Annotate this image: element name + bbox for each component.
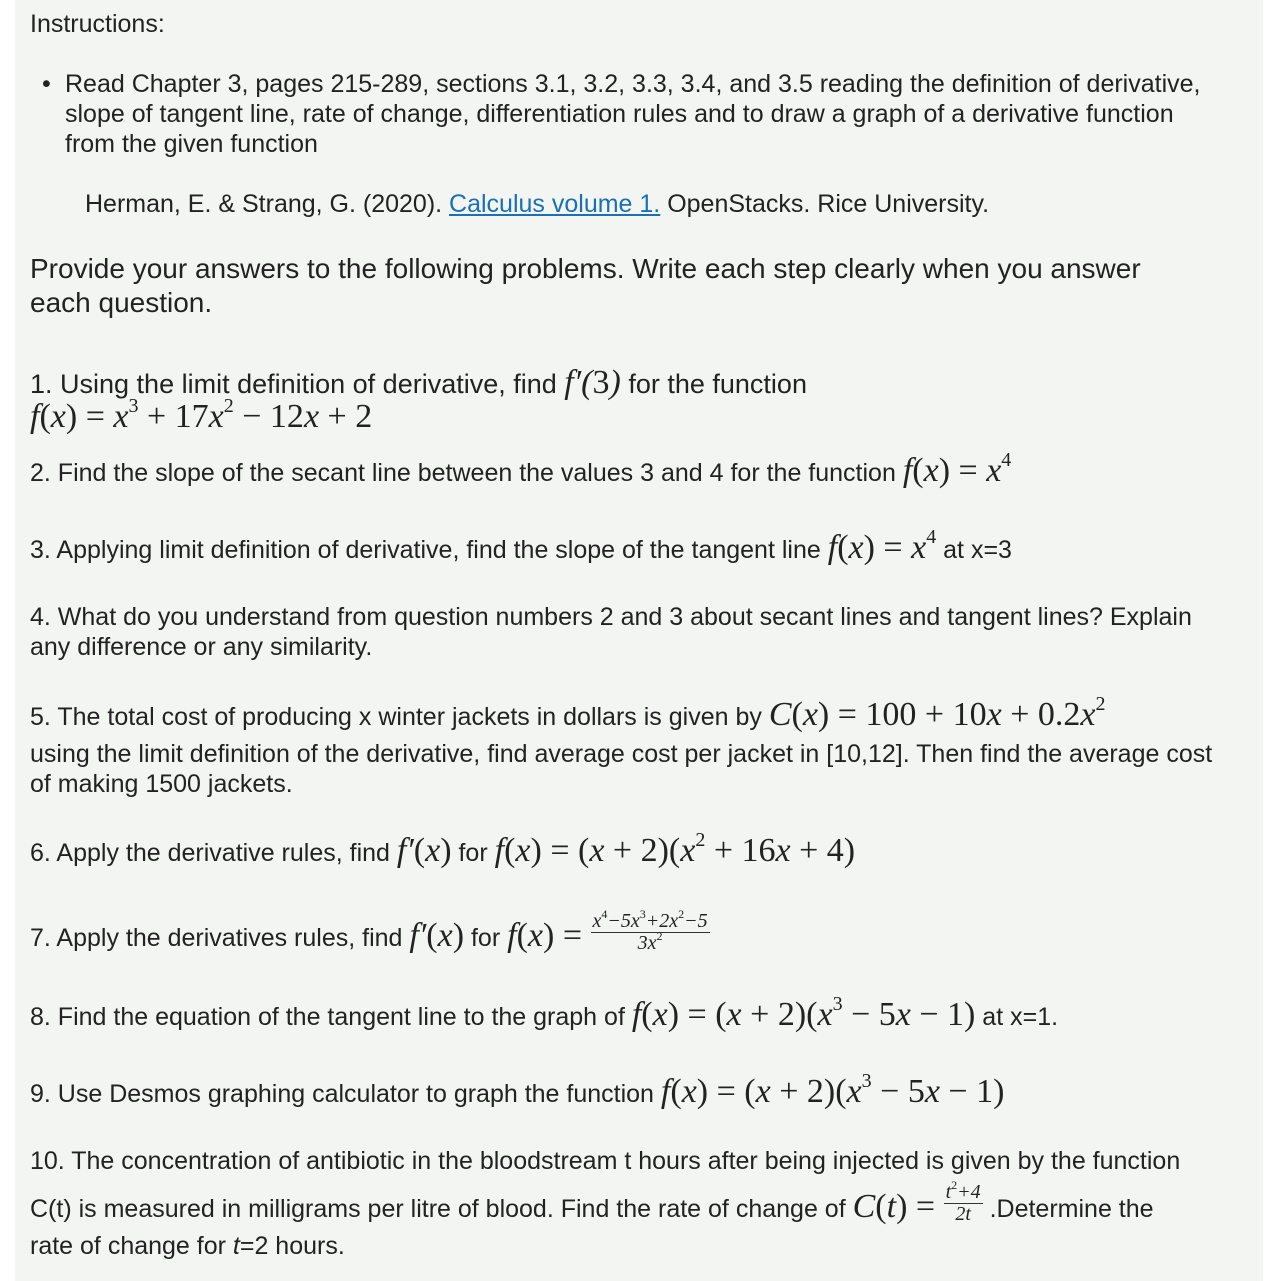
q2-function-expr: f <box>902 452 913 489</box>
q7-fraction: $\frac{x^4-5x^3+2x^2-5}{3x^2}$ <box>592 906 708 954</box>
question-2-text: 2. Find the slope of the secant line between the values 3 and 4 for the function <box>30 459 896 487</box>
question-6-text: 6. Apply the derivative rules, find <box>30 839 390 867</box>
q10-line3-pre: rate of change for <box>30 1232 233 1260</box>
question-3: 3. Applying limit definition of derivative, find the slope of the tangent line $f(x) = x^4$ at x=3 <box>30 526 1012 566</box>
instructions-heading: Instructions: <box>30 10 165 38</box>
prompt-line-1: Provide your answers to the following problems. Write each step clearly when you answer <box>30 253 1141 284</box>
question-5-line-2: using the limit definition of the derivative, find average cost per jacket in [10,12]. Then find the average cost <box>30 740 1213 768</box>
question-5-text: 5. The total cost of producing x winter jackets in dollars is given by <box>30 703 762 731</box>
question-1 <box>30 366 807 401</box>
document-page <box>15 0 1263 1281</box>
question-8-text: 8. Find the equation of the tangent line to the graph of <box>30 1003 625 1031</box>
q6-function-expr: f <box>494 832 505 869</box>
question-10-text: C(t) is measured in milligrams per litre of blood. Find the rate of change of <box>30 1195 846 1223</box>
q10-function-expr: C <box>852 1188 876 1225</box>
q1-function: $f(x) = x^3 + 17x^2 - 12x + 2$ <box>30 395 373 435</box>
q1-derivative-expr: f′(3) <box>564 364 621 401</box>
citation-publisher: OpenStacks. Rice University. <box>660 190 990 218</box>
question-1-text-2: for the function <box>628 369 807 399</box>
question-8: 8. Find the equation of the tangent line to the graph of $f(x) = (x + 2)(x^3 - 5x - 1)$ at x=1. <box>30 993 1059 1033</box>
q3-function-expr: f <box>827 529 838 566</box>
question-3-text-2: at x=3 <box>943 536 1012 564</box>
question-4-line-2: any difference or any similarity. <box>30 633 373 661</box>
citation-authors: Herman, E. & Strang, G. (2020). <box>85 190 450 218</box>
reading-line-2: slope of tangent line, rate of change, differentiation rules and to draw a graph of a derivative function <box>65 100 1174 128</box>
question-6: 6. Apply the derivative rules, find f′(x) for $f(x) = (x + 2)(x^2 + 16x + 4)$ <box>30 829 856 869</box>
question-9-text: 9. Use Desmos graphing calculator to graph the function <box>30 1080 654 1108</box>
question-10: C(t) is measured in milligrams per litre of blood. Find the rate of change of C(t) = $\frac{t^2+4}{2t}$ .Determine the <box>30 1177 1154 1225</box>
q10-line3-var: t <box>232 1232 240 1260</box>
question-1-text: 1. Using the limit definition of derivative, find <box>30 369 557 399</box>
q1-function-expr: f <box>30 398 40 435</box>
reading-line-3: from the given function <box>65 130 318 158</box>
bullet-icon: • <box>42 70 51 98</box>
prompt-line-2: each question. <box>30 287 213 318</box>
q9-function-expr: f <box>660 1073 671 1110</box>
question-3-text: 3. Applying limit definition of derivative, find the slope of the tangent line <box>30 536 821 564</box>
question-2: 2. Find the slope of the secant line between the values 3 and 4 for the function $f(x) = x^4$ <box>30 449 1012 489</box>
citation <box>85 189 989 219</box>
question-5: 5. The total cost of producing x winter jackets in dollars is given by $C(x) = 100 + 10x + 0.2x^2$ <box>30 693 1106 733</box>
question-4-line-1: 4. What do you understand from question numbers 2 and 3 about secant lines and tangent lines? Explain <box>30 603 1192 631</box>
q8-function-expr: f <box>631 996 642 1033</box>
q7-derivative-expr: f′ <box>409 917 427 954</box>
q6-derivative-expr: f′ <box>396 832 414 869</box>
question-5-line-3: of making 1500 jackets. <box>30 770 293 798</box>
q10-line3-post: =2 hours. <box>239 1232 345 1260</box>
q10-fraction: $\frac{t^2+4}{2t}$ <box>945 1177 981 1225</box>
question-7-text: 7. Apply the derivatives rules, find <box>30 924 403 952</box>
question-7-for: for <box>470 924 501 952</box>
q5-cost-expr: C <box>768 696 792 733</box>
question-7: 7. Apply the derivatives rules, find f′(x) for f(x) = $\frac{x^4-5x^3+2x^2-5}{3x^2}$ <box>30 906 708 954</box>
question-10-line-1: 10. The concentration of antibiotic in the bloodstream t hours after being injected is given by the function <box>30 1147 1181 1175</box>
question-6-for: for <box>458 839 488 867</box>
q7-function-expr: f <box>507 917 517 954</box>
textbook-link[interactable]: Calculus volume 1. <box>449 190 661 218</box>
question-10-text-2: .Determine the <box>989 1195 1154 1223</box>
question-10-line-3 <box>30 1231 345 1261</box>
question-8-text-2: at x=1. <box>982 1003 1059 1031</box>
reading-line-1: Read Chapter 3, pages 215-289, sections 3.1, 3.2, 3.3, 3.4, and 3.5 reading the definition of derivative, <box>65 70 1201 98</box>
question-9: 9. Use Desmos graphing calculator to graph the function $f(x) = (x + 2)(x^3 - 5x - 1)$ <box>30 1070 1005 1110</box>
